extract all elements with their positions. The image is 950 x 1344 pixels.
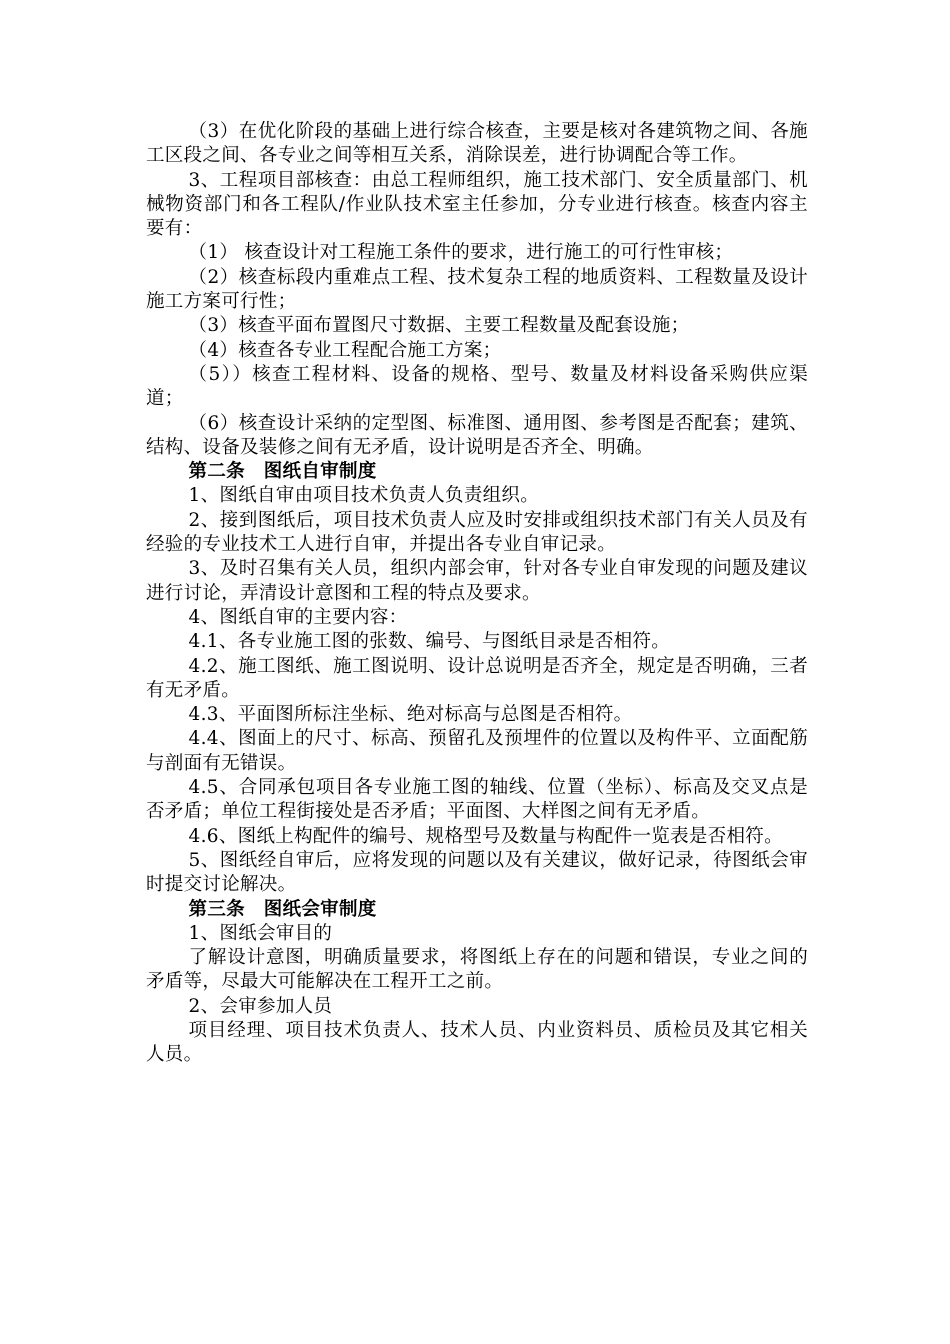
paragraph-self-review-1: 1、图纸自审由项目技术负责人负责组织。 bbox=[188, 485, 540, 507]
paragraph-joint-review-2: 2、会审参加人员 bbox=[188, 995, 333, 1017]
paragraph-3-1-integrated-check: （3）在优化阶段的基础上进行综合核查，主要是核对各建筑物之间、各施工区段之间、各专业之间等相互关系，消除误差，进行协调配合等工作。 bbox=[146, 121, 808, 167]
paragraph-project-dept-check: 3、工程项目部核查：由总工程师组织，施工技术部门、安全质量部门、机械物资部门和各工程队/作业队技术室主任参加，分专业进行核查。核查内容主要有： bbox=[146, 169, 808, 240]
paragraph-joint-review-purpose: 了解设计意图，明确质量要求，将图纸上存在的问题和错误，专业之间的矛盾等，尽最大可能解决在工程开工之前。 bbox=[146, 947, 808, 993]
paragraph-self-review-5: 5、图纸经自审后，应将发现的问题以及有关建议，做好记录，待图纸会审时提交讨论解决。 bbox=[146, 849, 808, 896]
paragraph-self-review-4-6: 4.6、图纸上构配件的编号、规格型号及数量与构配件一览表是否相符。 bbox=[188, 825, 783, 847]
paragraph-self-review-4: 4、图纸自审的主要内容： bbox=[188, 606, 408, 628]
section-heading-article-2: 第二条 图纸自审制度 bbox=[188, 461, 377, 483]
paragraph-self-review-4-5: 4.5、合同承包项目各专业施工图的轴线、位置（坐标）、标高及交叉点是否矛盾；单位工程街接处是否矛盾；平面图、大样图之间有无矛盾。 bbox=[146, 777, 808, 823]
paragraph-self-review-3: 3、及时召集有关人员，组织内部会审，针对各专业自审发现的问题及建议进行讨论，弄清设计意图和工程的特点及要求。 bbox=[146, 558, 808, 604]
paragraph-check-item-1: （1） 核查设计对工程施工条件的要求，进行施工的可行性审核； bbox=[188, 242, 734, 264]
paragraph-self-review-4-2: 4.2、施工图纸、施工图说明、设计总说明是否齐全，规定是否明确，三者有无矛盾。 bbox=[146, 655, 808, 701]
paragraph-self-review-2: 2、接到图纸后，项目技术负责人应及时安排或组织技术部门有关人员及有经验的专业技术工人进行自审，并提出各专业自审记录。 bbox=[146, 509, 808, 556]
paragraph-check-item-6: （6）核查设计采纳的定型图、标准图、通用图、参考图是否配套；建筑、结构、设备及装修之间有无矛盾，设计说明是否齐全、明确。 bbox=[146, 412, 808, 458]
paragraph-joint-review-1: 1、图纸会审目的 bbox=[188, 922, 333, 944]
paragraph-check-item-4: （4）核查各专业工程配合施工方案； bbox=[188, 339, 502, 361]
paragraph-check-item-2: （2）核查标段内重难点工程、技术复杂工程的地质资料、工程数量及设计施工方案可行性； bbox=[146, 266, 808, 313]
paragraph-self-review-4-4: 4.4、图面上的尺寸、标高、预留孔及预埋件的位置以及构件平、立面配筋与剖面有无错误。 bbox=[146, 728, 808, 774]
paragraph-joint-review-participants: 项目经理、项目技术负责人、技术人员、内业资料员、质检员及其它相关人员。 bbox=[146, 1019, 808, 1066]
document-page bbox=[146, 120, 808, 1068]
section-heading-article-3: 第三条 图纸会审制度 bbox=[188, 898, 377, 920]
paragraph-self-review-4-3: 4.3、平面图所标注坐标、绝对标高与总图是否相符。 bbox=[188, 704, 633, 726]
paragraph-self-review-4-1: 4.1、各专业施工图的张数、编号、与图纸目录是否相符。 bbox=[188, 631, 671, 653]
paragraph-check-item-5: （5））核查工程材料、设备的规格、型号、数量及材料设备采购供应渠道； bbox=[146, 363, 808, 410]
paragraph-check-item-3: （3）核查平面布置图尺寸数据、主要工程数量及配套设施； bbox=[188, 315, 690, 337]
